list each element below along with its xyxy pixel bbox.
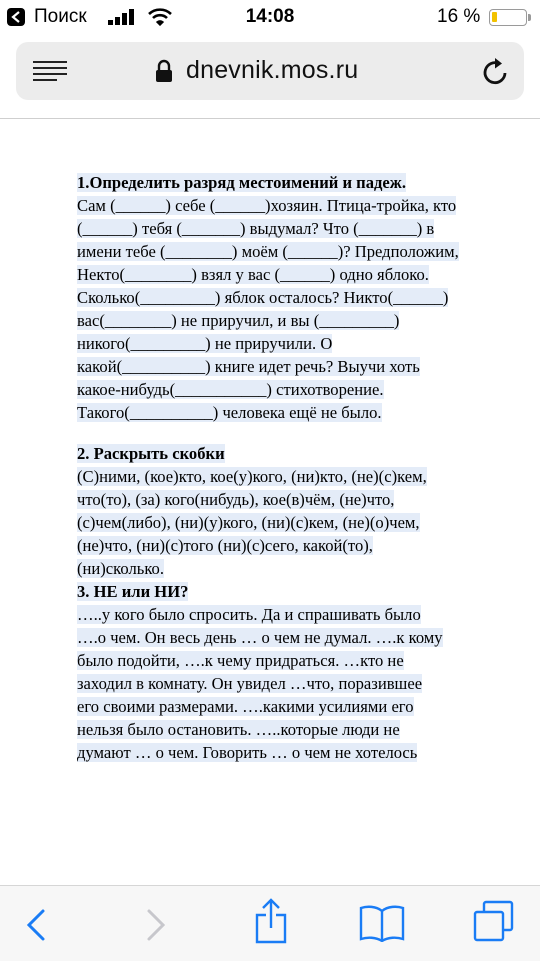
text-line: было подойти, ….к чему придраться. …кто не	[77, 651, 404, 670]
text-line: имени тебе (________) моём (______)? Предположим,	[77, 242, 459, 261]
text-line: Такого(__________) человека ещё не было.	[77, 403, 382, 422]
battery-icon	[489, 9, 527, 26]
text-line: какое-нибудь(___________) стихотворение.	[77, 380, 384, 399]
reload-icon[interactable]	[482, 56, 510, 86]
back-icon[interactable]	[24, 908, 48, 942]
section-1-heading: 1.Определить разряд местоимений и падеж.	[77, 173, 406, 192]
battery-cap	[528, 14, 531, 21]
bookmarks-icon[interactable]	[359, 904, 405, 942]
battery-percent: 16 %	[437, 6, 481, 27]
text-line: Некто(________) взял у вас (______) одно яблоко.	[77, 265, 429, 284]
text-line: что(то), (за) кого(нибудь), кое(в)чём, (не)что,	[77, 490, 395, 509]
section-3	[77, 580, 507, 764]
section-1	[77, 171, 507, 424]
browser-toolbar	[0, 885, 540, 961]
lock-icon	[155, 59, 173, 83]
url-text[interactable]: dnevnik.mos.ru	[186, 56, 359, 84]
text-line: какой(__________) книге идет речь? Выучи хоть	[77, 357, 420, 376]
text-line: думают … о чем. Говорить … о чем не хотелось	[77, 743, 418, 762]
section-3-heading: 3. НЕ или НИ?	[77, 582, 189, 601]
text-line: Сколько(_________) яблок осталось? Никто(______)	[77, 288, 449, 307]
status-bar	[0, 0, 540, 36]
section-2	[77, 442, 507, 580]
text-line: (с)чем(либо), (ни)(у)кого, (ни)(с)кем, (не)(о)чем,	[77, 513, 420, 532]
text-line: (не)что, (ни)(с)того (ни)(с)сего, какой(то),	[77, 536, 373, 555]
clock: 14:08	[245, 6, 295, 27]
text-line: (ни)сколько.	[77, 559, 164, 578]
text-line: Сам (______) себе (______)хозяин. Птица-тройка, кто	[77, 196, 457, 215]
forward-icon[interactable]	[144, 908, 168, 942]
text-line: нельзя было остановить. …..которые люди не	[77, 720, 400, 739]
share-icon[interactable]	[254, 898, 288, 944]
menu-icon[interactable]	[33, 61, 67, 83]
text-line: его своими размерами. ….какими усилиями его	[77, 697, 414, 716]
text-line: заходил в комнату. Он увидел …что, поразившее	[77, 674, 423, 693]
text-line: ….о чем. Он весь день … о чем не думал. ….к кому	[77, 628, 443, 647]
text-line: (С)ними, (кое)кто, кое(у)кого, (ни)кто, (не)(с)кем,	[77, 467, 427, 486]
text-line: …..у кого было спросить. Да и спрашивать было	[77, 605, 421, 624]
section-2-heading: 2. Раскрыть скобки	[77, 444, 225, 463]
document-page	[77, 171, 507, 764]
text-line: никого(_________) не приручили. О	[77, 334, 333, 353]
carrier-label: Поиск	[34, 6, 87, 27]
address-bar[interactable]	[16, 42, 524, 100]
header-divider	[0, 118, 540, 119]
text-line: вас(________) не приручил, и вы (_________)	[77, 311, 400, 330]
tabs-icon[interactable]	[472, 900, 516, 944]
text-line: (______) тебя (_______) выдумал? Что (_______) в	[77, 219, 435, 238]
